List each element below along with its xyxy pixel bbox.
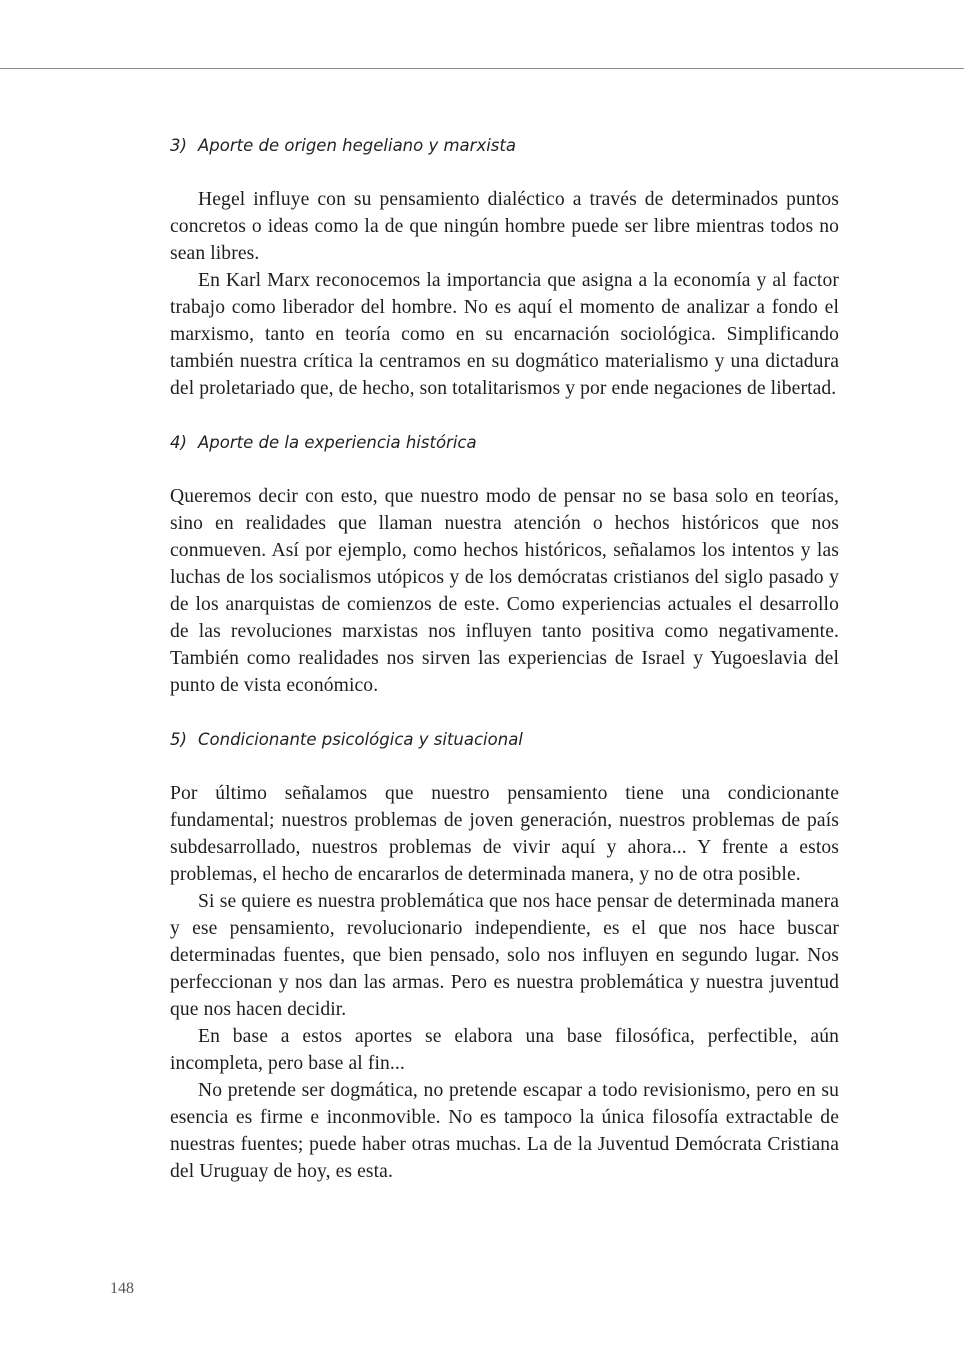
header-rule: [0, 68, 964, 69]
section-heading: [170, 132, 839, 159]
section-heading: [170, 429, 839, 456]
section-heading: [170, 726, 839, 753]
section-3: [170, 132, 839, 402]
section-4: [170, 429, 839, 699]
section-title: Aporte de la experiencia histórica: [198, 433, 477, 452]
paragraph: Por último señalamos que nuestro pensamiento tiene una condicionante fundamental; nuestros problemas de joven generación, nuestros problemas de país subdesarrollado, nuestros problemas de vivir aquí y ahora... Y frente a estos problemas, el hecho de encararlos de determinada manera, y no de otra posible.: [170, 783, 839, 885]
page-number: 148: [110, 1280, 134, 1297]
section-number: 3): [170, 136, 187, 155]
section-5: [170, 726, 839, 1185]
section-number: 4): [170, 433, 187, 452]
paragraph: Si se quiere es nuestra problemática que nos hace pensar de determinada manera y ese pensamiento, revolucionario independiente, es el que nos hace buscar determinadas fuentes, que bien pensado, solo nos influyen en segundo lugar. Nos perfeccionan y nos dan las armas. Pero es nuestra problemática y nuestra juventud que nos hacen decidir.: [170, 891, 839, 1020]
section-title: Condicionante psicológica y situacional: [198, 730, 523, 749]
section-title: Aporte de origen hegeliano y marxista: [198, 136, 516, 155]
paragraph: Queremos decir con esto, que nuestro modo de pensar no se basa solo en teorías, sino en realidades que llaman nuestra atención o hechos históricos que nos conmueven. Así por ejemplo, como hechos históricos, señalamos los intentos y las luchas de los socialismos utópicos y de los demócratas cristianos del siglo pasado y de los anarquistas de comienzos de este. Como experiencias actuales el desarrollo de las revoluciones marxistas nos influyen tanto positiva como negativamente. También como realidades nos sirven las experiencias de Israel y Yugoeslavia del punto de vista económico.: [170, 486, 839, 696]
paragraph: En base a estos aportes se elabora una base filosófica, perfectible, aún incompleta, pero base al fin...: [170, 1026, 839, 1074]
paragraph: En Karl Marx reconocemos la importancia que asigna a la economía y al factor trabajo como liberador del hombre. No es aquí el momento de analizar a fondo el marxismo, tanto en teoría como en su encarnación sociológica. Simplificando también nuestra crítica la centramos en su dogmático materialismo y una dictadura del proletariado que, de hecho, son totalitarismos y por ende negaciones de libertad.: [170, 270, 839, 399]
section-number: 5): [170, 730, 187, 749]
paragraph: Hegel influye con su pensamiento dialéctico a través de determinados puntos concretos o ideas como la de que ningún hombre puede ser libre mientras todos no sean libres.: [170, 189, 839, 264]
page-body: [170, 132, 839, 1212]
paragraph: No pretende ser dogmática, no pretende escapar a todo revisionismo, pero en su esencia es firme e inconmovible. No es tampoco la única filosofía extractable de nuestras fuentes; puede haber otras muchas. La de la Juventud Demócrata Cristiana del Uruguay de hoy, es esta.: [170, 1080, 839, 1182]
